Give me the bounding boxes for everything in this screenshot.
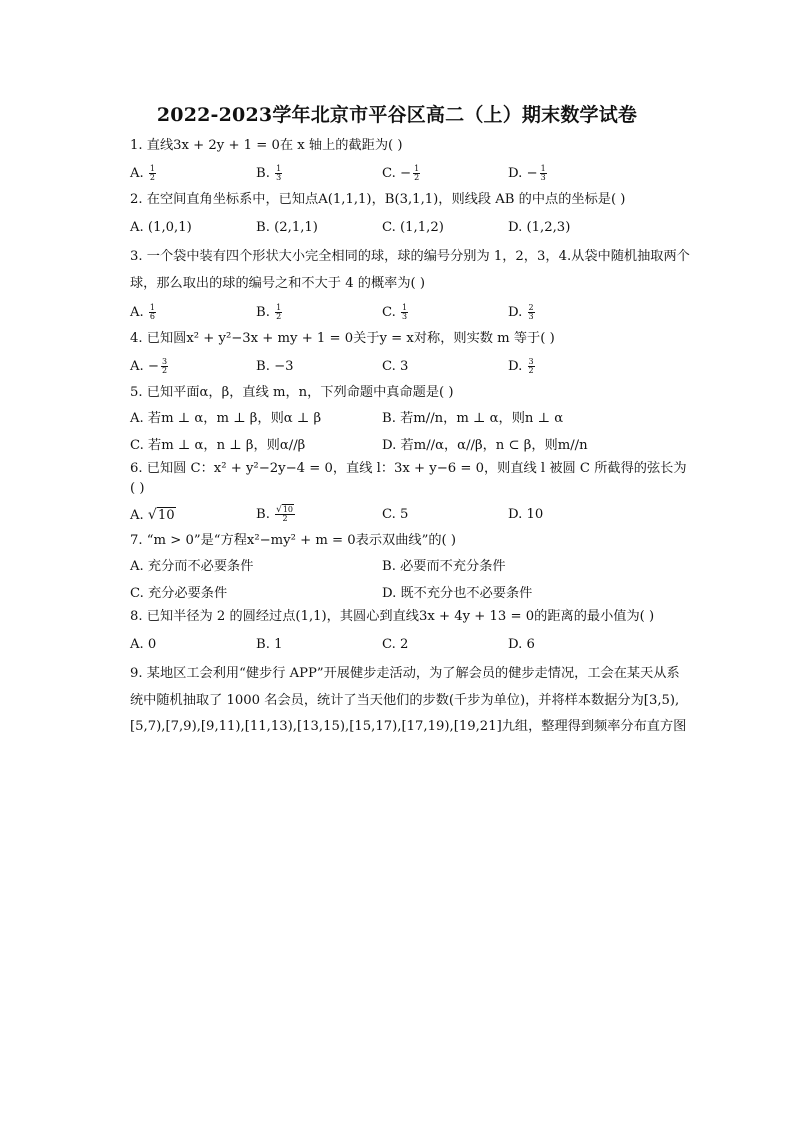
- option-letter: B.: [256, 220, 270, 235]
- option-letter: B.: [382, 410, 396, 426]
- numerator: 1: [276, 302, 282, 312]
- option-b: [382, 409, 634, 429]
- fraction: [275, 304, 282, 322]
- fraction: [528, 358, 535, 376]
- option-letter: B.: [256, 507, 270, 522]
- option-c: [382, 505, 508, 525]
- numerator: 3: [528, 356, 534, 366]
- option-letter: C.: [382, 359, 396, 374]
- denominator: 2: [282, 514, 288, 523]
- option-text: −3: [274, 359, 294, 374]
- option-letter: D.: [382, 437, 397, 453]
- question-3: [130, 244, 690, 329]
- question-stem: 8. 已知半径为 2 的圆经过点(1,1)，其圆心到直线3x + 4y + 13 = 0的距离的最小值为( ): [130, 609, 655, 624]
- fraction: [149, 165, 156, 183]
- option-letter: A.: [130, 166, 144, 181]
- denominator: 2: [161, 366, 168, 375]
- option-letter: D.: [508, 166, 523, 181]
- numerator: 1: [149, 302, 156, 312]
- option-letter: A.: [130, 507, 144, 523]
- option-letter: C.: [382, 166, 396, 181]
- option-c: [382, 635, 508, 655]
- option-a: [130, 505, 256, 526]
- fraction: [275, 165, 282, 183]
- option-text: 1: [274, 637, 283, 652]
- minus-sign: −: [526, 166, 538, 181]
- option-text: 5: [400, 507, 409, 522]
- option-letter: B.: [256, 637, 270, 652]
- numerator: 1: [276, 163, 282, 173]
- option-letter: A.: [130, 305, 144, 320]
- question-1: [130, 136, 690, 190]
- question-stem: 5. 已知平面α，β，直线 m，n，下列命题中真命题是( ): [130, 385, 454, 400]
- option-b: [256, 357, 382, 377]
- option-a: [130, 557, 382, 577]
- option-c: [130, 436, 382, 456]
- option-letter: B.: [256, 166, 270, 181]
- question-6: [130, 459, 690, 531]
- options-row: [130, 351, 690, 383]
- option-a: [130, 218, 256, 238]
- option-text: 2: [400, 637, 409, 652]
- option-c: [382, 218, 508, 238]
- option-d: [508, 303, 634, 323]
- question-stem: 4. 已知圆x² + y²−3x + my + 1 = 0关于y = x对称，则实数 m 等于( ): [130, 331, 555, 346]
- square-root: √10: [147, 506, 175, 523]
- option-text: 若m//n，m ⊥ α，则n ⊥ α: [400, 410, 564, 426]
- question-9: [130, 661, 690, 741]
- radicand: 10: [157, 507, 175, 523]
- option-a: [130, 357, 256, 377]
- question-stem: 9. 某地区工会利用“健步行 APP”开展健步走活动，为了解会员的健步走情况，工会在某天从系统中随机抽取了 1000 名会员，统计了当天他们的步数(千步为单位)，并将样本数据分为[3,5),[5,7),[7,9),[9,11),[11,13),[13,15),[15,17),[17,19),[19,21]九组，整理得到频率分布直方图: [130, 666, 687, 734]
- option-d: [508, 218, 634, 238]
- numerator: √10: [276, 504, 294, 515]
- option-letter: A.: [130, 558, 144, 574]
- denominator: 2: [149, 173, 156, 182]
- options-row: [130, 629, 690, 661]
- option-c: [382, 357, 508, 377]
- option-letter: C.: [382, 507, 396, 522]
- denominator: 2: [414, 173, 420, 182]
- option-letter: C.: [130, 585, 144, 601]
- fraction: [275, 506, 295, 524]
- numerator: 1: [149, 163, 156, 173]
- options-row: [130, 432, 690, 459]
- fraction: [540, 165, 547, 183]
- numerator: 3: [161, 356, 168, 366]
- question-list: [130, 136, 690, 741]
- minus-sign: −: [147, 359, 159, 374]
- option-b: [256, 635, 382, 655]
- option-text: 充分而不必要条件: [147, 558, 254, 574]
- option-c: [130, 584, 382, 604]
- option-letter: A.: [130, 359, 144, 374]
- option-letter: C.: [382, 220, 396, 235]
- options-row: [130, 499, 690, 531]
- option-letter: D.: [508, 220, 523, 235]
- option-text: (1,0,1): [147, 220, 192, 235]
- option-letter: B.: [382, 558, 396, 574]
- option-letter: C.: [130, 437, 144, 453]
- denominator: 2: [276, 312, 282, 321]
- options-row: [130, 553, 690, 580]
- option-text: 3: [400, 359, 409, 374]
- radicand: 10: [282, 504, 294, 514]
- numerator: 1: [402, 302, 408, 312]
- fraction: [149, 304, 156, 322]
- question-stem: 2. 在空间直角坐标系中，已知点A(1,1,1)，B(3,1,1)，则线段 AB 的中点的坐标是( ): [130, 192, 626, 207]
- question-5: [130, 383, 690, 459]
- options-row: [130, 405, 690, 432]
- options-row: [130, 580, 690, 607]
- option-a: [130, 303, 256, 323]
- option-text: (1,1,2): [400, 220, 444, 235]
- option-letter: A.: [130, 410, 144, 426]
- question-7: [130, 531, 690, 607]
- option-letter: D.: [508, 507, 523, 522]
- numerator: 1: [540, 163, 546, 173]
- option-text: 6: [526, 637, 535, 652]
- option-text: 充分必要条件: [148, 585, 228, 601]
- option-letter: D.: [508, 359, 523, 374]
- option-letter: D.: [382, 585, 397, 601]
- option-b: [256, 505, 382, 525]
- denominator: 6: [149, 312, 156, 321]
- option-d: [382, 584, 634, 604]
- minus-sign: −: [400, 166, 412, 181]
- option-d: [508, 635, 634, 655]
- denominator: 3: [540, 173, 546, 182]
- option-letter: D.: [508, 305, 523, 320]
- fraction: [413, 165, 420, 183]
- option-text: 既不充分也不必要条件: [400, 585, 533, 601]
- option-b: [256, 164, 382, 184]
- denominator: 3: [276, 173, 282, 182]
- option-letter: A.: [130, 637, 144, 652]
- option-text: 若m ⊥ α，n ⊥ β，则α//β: [148, 437, 306, 453]
- numerator: 1: [414, 163, 420, 173]
- option-letter: A.: [130, 220, 144, 235]
- question-stem: 3. 一个袋中装有四个形状大小完全相同的球，球的编号分别为 1，2，3，4.从袋中随机抽取两个球，那么取出的球的编号之和不大于 4 的概率为( ): [130, 249, 690, 291]
- option-letter: B.: [256, 359, 270, 374]
- option-b: [382, 557, 634, 577]
- option-text: 若m ⊥ α，m ⊥ β，则α ⊥ β: [147, 410, 322, 426]
- question-stem: 1. 直线3x + 2y + 1 = 0在 x 轴上的截距为( ): [130, 138, 403, 153]
- option-letter: D.: [508, 637, 523, 652]
- question-stem: 7. “m > 0”是“方程x²−my² + m = 0表示双曲线”的( ): [130, 533, 457, 548]
- option-a: [130, 635, 256, 655]
- options-row: [130, 297, 690, 329]
- option-letter: C.: [382, 637, 396, 652]
- fraction: [161, 358, 168, 376]
- option-a: [130, 409, 382, 429]
- denominator: 3: [402, 312, 408, 321]
- question-8: [130, 607, 690, 661]
- option-d: [508, 505, 634, 525]
- denominator: 3: [528, 312, 534, 321]
- option-text: 10: [526, 507, 544, 522]
- option-b: [256, 218, 382, 238]
- option-text: 必要而不充分条件: [400, 558, 506, 574]
- fraction: [528, 304, 535, 322]
- question-4: [130, 329, 690, 383]
- option-text: 若m//α，α//β，n ⊂ β，则m//n: [400, 437, 588, 453]
- question-stem: 6. 已知圆 C：x² + y²−2y−4 = 0，直线 l：3x + y−6 = 0，则直线 l 被圆 C 所截得的弦长为( ): [130, 461, 687, 496]
- question-2: [130, 190, 690, 244]
- exam-title: 2022-2023学年北京市平谷区高二（上）期末数学试卷: [156, 104, 638, 126]
- option-a: [130, 164, 256, 184]
- option-c: [382, 164, 508, 184]
- option-letter: B.: [256, 305, 270, 320]
- options-row: [130, 212, 690, 244]
- fraction: [401, 304, 408, 322]
- denominator: 2: [528, 366, 534, 375]
- option-d: [382, 436, 634, 456]
- option-letter: C.: [382, 305, 396, 320]
- option-text: (2,1,1): [274, 220, 318, 235]
- option-b: [256, 303, 382, 323]
- option-text: 0: [147, 637, 157, 652]
- option-text: (1,2,3): [526, 220, 571, 235]
- numerator: 2: [528, 302, 534, 312]
- options-row: [130, 158, 690, 190]
- option-d: [508, 357, 634, 377]
- option-d: [508, 164, 634, 184]
- option-c: [382, 303, 508, 323]
